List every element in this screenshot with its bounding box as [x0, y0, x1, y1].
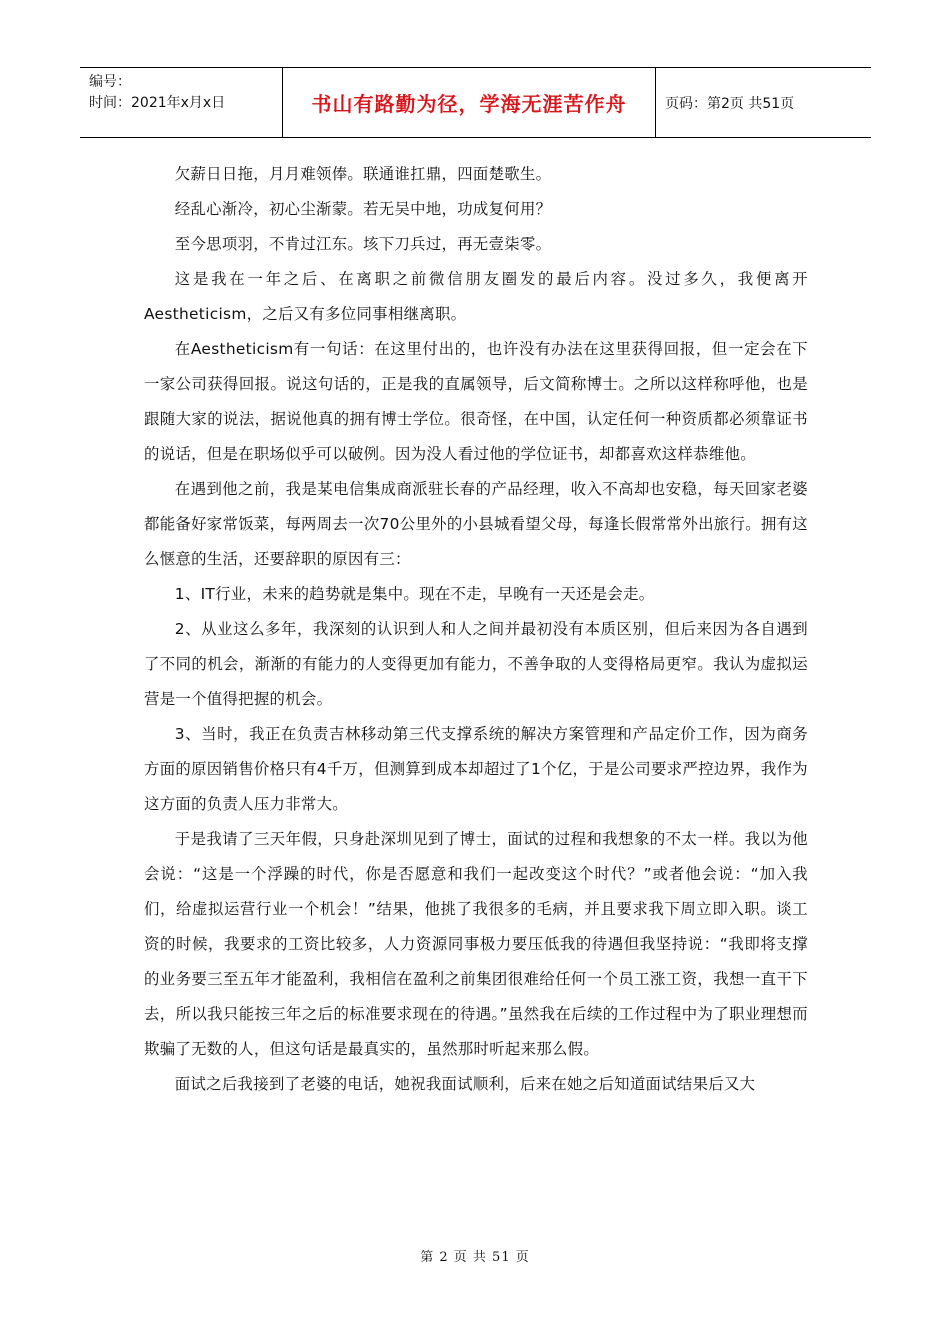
header-motto: 书山有路勤为径，学海无涯苦作舟 — [283, 68, 656, 137]
paragraph: 3、当时，我正在负责吉林移动第三代支撑系统的解决方案管理和产品定价工作，因为商务方面的原因销售价格只有4千万，但测算到成本却超过了1个亿，于是公司要求严控边界，我作为这方面的负责人压力非常大。 — [144, 725, 808, 813]
paragraph: 于是我请了三天年假，只身赴深圳见到了博士，面试的过程和我想象的不太一样。我以为他会说：“这是一个浮躁的时代，你是否愿意和我们一起改变这个时代？”或者他会说：“加入我们，给虚拟运营行业一个机会！”结果，他挑了我很多的毛病，并且要求我下周立即入职。谈工资的时候，我要求的工资比较多，人力资源同事极力要压低我的待遇但我坚持说：“我即将支撑的业务要三至五年才能盈利，我相信在盈利之前集团很难给任何一个员工涨工资，我想一直干下去，所以我只能按三年之后的标准要求现在的待遇。”虽然我在后续的工作过程中为了职业理想而欺骗了无数的人，但这句话是最真实的，虽然那时听起来那么假。 — [144, 830, 808, 1058]
paragraph: 经乱心渐冷，初心尘渐蒙。若无吴中地，功成复何用？ — [174, 200, 552, 218]
time-label: 时间：2021年x月x日 — [89, 95, 226, 111]
paragraph: 2、从业这么多年，我深刻的认识到人和人之间并最初没有本质区别，但后来因为各自遇到了不同的机会，渐渐的有能力的人变得更加有能力，不善争取的人变得格局更窄。我认为虚拟运营是一个值得把握的机会。 — [144, 620, 808, 708]
paragraph: 面试之后我接到了老婆的电话，她祝我面试顺利，后来在她之后知道面试结果后又大 — [174, 1075, 756, 1093]
page-header — [80, 67, 871, 138]
number-label: 编号： — [89, 74, 131, 90]
page-footer: 第 2 页 共 51 页 — [420, 1250, 530, 1265]
paragraph: 在遇到他之前，我是某电信集成商派驻长春的产品经理，收入不高却也安稳，每天回家老婆都能备好家常饭菜，每两周去一次70公里外的小县城看望父母，每逢长假常常外出旅行。拥有这么惬意的生活，还要辞职的原因有三： — [144, 480, 808, 568]
document-body — [144, 157, 808, 1102]
paragraph: 这是我在一年之后、在离职之前微信朋友圈发的最后内容。没过多久，我便离开Aestheticism，之后又有多位同事相继离职。 — [144, 270, 808, 323]
paragraph: 至今思项羽，不肯过江东。垓下刀兵过，再无壹柒零。 — [174, 235, 552, 253]
header-page-info: 页码：第2页 共51页 — [665, 95, 795, 112]
paragraph: 欠薪日日拖，月月难领俸。联通谁扛鼎，四面楚歌生。 — [174, 165, 552, 183]
paragraph: 在Aestheticism有一句话：在这里付出的，也许没有办法在这里获得回报，但一定会在下一家公司获得回报。说这句话的，正是我的直属领导，后文简称博士。之所以这样称呼他，也是跟随大家的说法，据说他真的拥有博士学位。很奇怪，在中国，认定任何一种资质都必须靠证书的说话，但是在职场似乎可以破例。因为没人看过他的学位证书，却都喜欢这样恭维他。 — [144, 340, 808, 463]
header-meta — [80, 68, 283, 137]
paragraph: 1、IT行业，未来的趋势就是集中。现在不走，早晚有一天还是会走。 — [174, 585, 655, 603]
